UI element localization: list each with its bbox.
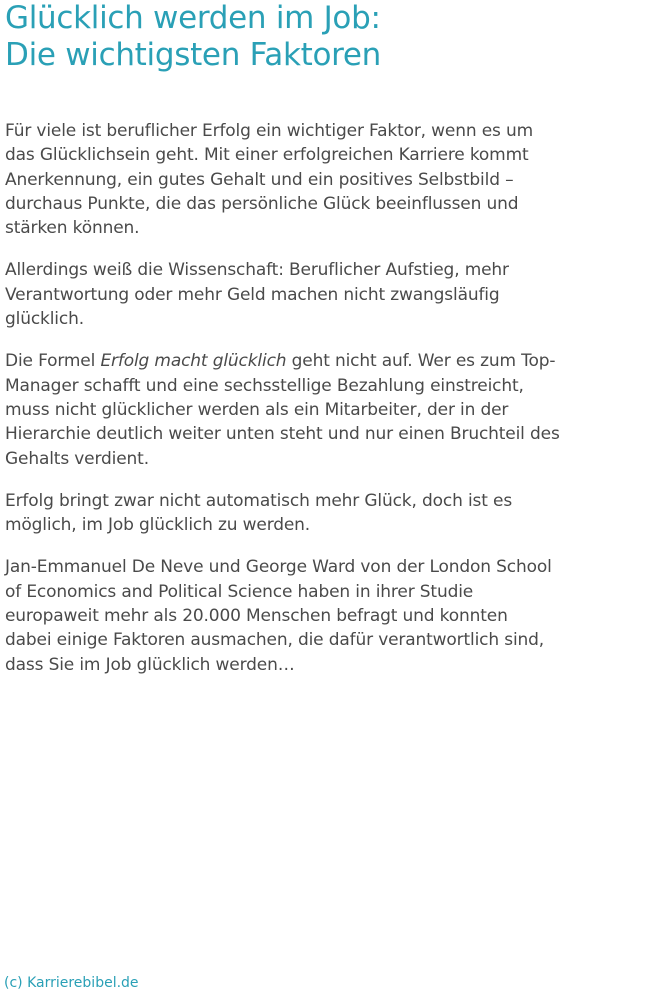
text-line: dabei einige Faktoren ausmachen, die dafür verantwortlich sind, (5, 630, 545, 651)
title-line-1: Glücklich werden im Job: (5, 0, 381, 36)
paragraph-1 (5, 119, 648, 240)
article-body (5, 119, 648, 695)
title-line-2: Die wichtigsten Faktoren (5, 37, 382, 73)
text-line: Erfolg bringt zwar nicht automatisch mehr Glück, doch ist es (5, 490, 513, 511)
text-line: Hierarchie deutlich weiter unten steht und nur einen Bruchteil des (5, 424, 560, 445)
page-title (5, 0, 645, 74)
paragraph-4 (5, 489, 648, 538)
paragraph-5 (5, 555, 648, 676)
text-line: Für viele ist beruflicher Erfolg ein wichtiger Faktor, wenn es um (5, 121, 534, 141)
text-line: stärken können. (5, 218, 140, 239)
text-line: Gehalts verdient. (5, 448, 149, 469)
text-line: Manager schafft und eine sechsstellige Bezahlung einstreicht, (5, 375, 524, 396)
text-line: of Economics and Political Science haben in ihrer Studie (5, 581, 474, 602)
text-line: Verantwortung oder mehr Geld machen nicht zwangsläufig (5, 284, 500, 305)
text-line: muss nicht glücklicher werden als ein Mitarbeiter, der in der (5, 399, 509, 420)
text-segment: geht nicht auf. Wer es zum Top- (286, 351, 556, 372)
text-segment: Die Formel (5, 351, 101, 372)
text-line: durchaus Punkte, die das persönliche Glück beeinflussen und (5, 193, 519, 214)
text-line: Anerkennung, ein gutes Gehalt und ein positives Selbstbild – (5, 169, 514, 190)
text-line: Jan-Emmanuel De Neve und George Ward von der London School (5, 557, 552, 578)
text-line: Allerdings weiß die Wissenschaft: Beruflicher Aufstieg, mehr (5, 260, 509, 281)
paragraph-3 (5, 349, 648, 470)
text-line: glücklich. (5, 309, 84, 330)
paragraph-2 (5, 258, 648, 331)
copyright-credit: (c) Karrierebibel.de (4, 975, 139, 991)
text-line (5, 349, 648, 373)
text-line: möglich, im Job glücklich zu werden. (5, 515, 311, 536)
text-line: europaweit mehr als 20.000 Menschen befragt und konnten (5, 606, 508, 627)
emphasis-phrase: Erfolg macht glücklich (100, 351, 287, 372)
text-line: das Glücklichsein geht. Mit einer erfolgreichen Karriere kommt (5, 145, 529, 166)
text-line: dass Sie im Job glücklich werden… (5, 654, 295, 675)
